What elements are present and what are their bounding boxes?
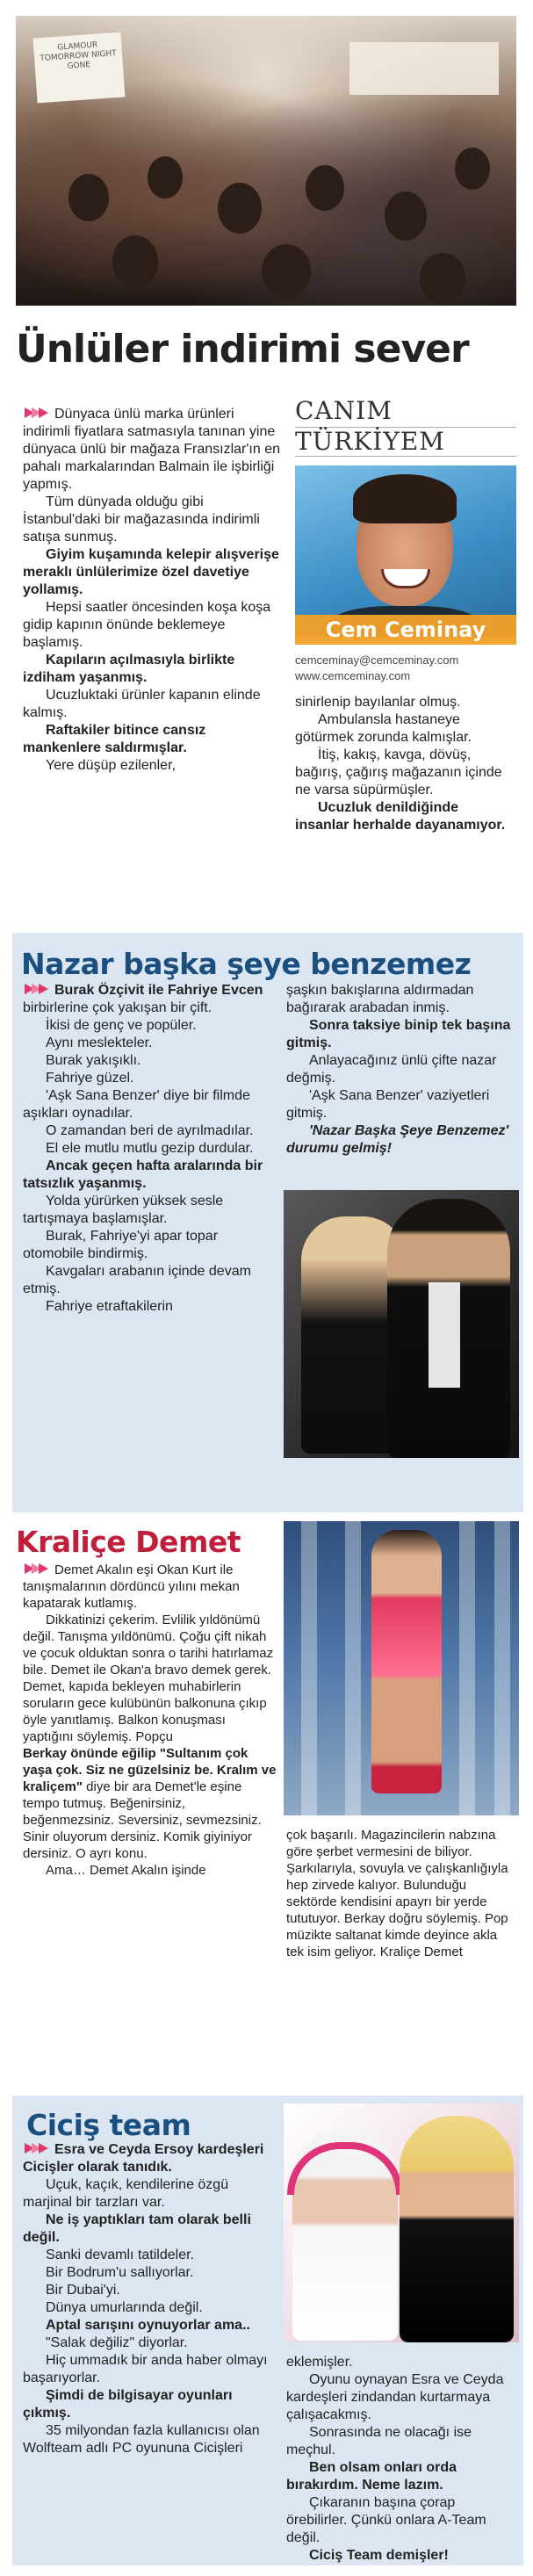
paragraph <box>23 1017 277 1035</box>
paragraph-fragment: Berkay önünde eğilip "Sultanım çok yaşa çok. Siz ne güzelsiniz be. Kralım ve kraliçem" <box>23 1746 277 1794</box>
paragraph-fragment: Anlayacağınız ünlü çifte nazar değmiş. <box>286 1053 497 1086</box>
section-nazar-column-left <box>23 982 277 1316</box>
crowd-person <box>218 183 262 234</box>
paragraph-fragment: Dünya umurlarında değil. <box>46 2300 203 2315</box>
crowd-person <box>420 253 465 304</box>
crowd-person <box>385 191 427 241</box>
columnist-website[interactable]: www.cemceminay.com <box>295 669 411 682</box>
paragraph-fragment: Aptal sarışını oynuyorlar ama.. <box>46 2318 250 2333</box>
paragraph <box>295 799 515 834</box>
paragraph <box>23 2282 277 2299</box>
paragraph-fragment: 'Aşk Sana Benzer' diye bir filmde aşıkları oynadılar. <box>23 1088 250 1121</box>
paragraph-fragment: şaşkın bakışlarına aldırmadan bağırarak arabadan inmiş. <box>286 983 474 1015</box>
paragraph-fragment: Ne iş yaptıkları tam olarak belli değil. <box>23 2212 251 2245</box>
paragraph-fragment: Şimdi de bilgisayar oyunları çıkmış. <box>23 2388 233 2421</box>
paragraph <box>23 652 282 687</box>
crowd-person <box>148 156 183 198</box>
photo-stripe <box>494 1521 510 1815</box>
paragraph-fragment: El ele mutlu mutlu gezip durdular. <box>46 1141 254 1156</box>
crowd-person <box>306 165 344 211</box>
paragraph <box>286 2424 516 2459</box>
paragraph <box>23 1612 277 1745</box>
crowd-person <box>68 174 109 221</box>
section-demet-column-right <box>286 1827 516 1960</box>
crowd-person <box>262 244 311 299</box>
paragraph-fragment: Kavgaları arabanın içinde devam etmiş. <box>23 1264 251 1296</box>
paragraph <box>23 494 282 546</box>
paragraph-fragment: sinirlenip bayılanlar olmuş. <box>295 695 461 710</box>
columnist-portrait <box>295 465 516 637</box>
paragraph <box>23 1122 277 1140</box>
crowd-person <box>455 148 490 190</box>
paragraph-fragment: Sanki devamlı tatildeler. <box>46 2248 194 2262</box>
store-sign: GLAMOUR TOMORROW NIGHT GONE <box>33 32 126 104</box>
paragraph <box>286 2459 516 2494</box>
paragraph <box>23 406 282 494</box>
paragraph <box>23 2212 277 2247</box>
bullet-arrow-icon <box>23 1562 51 1575</box>
paragraph <box>23 1745 277 1862</box>
photo-singer <box>371 1530 442 1793</box>
paragraph <box>295 694 515 711</box>
photo-stripe <box>301 1521 317 1815</box>
paragraph <box>286 1122 516 1158</box>
columnist-email[interactable]: cemceminay@cemceminay.com <box>295 653 459 667</box>
paragraph <box>286 1827 516 1960</box>
paragraph-fragment: Ucuzluk denildiğinde insanlar herhalde dayanamıyor. <box>295 800 506 833</box>
paragraph <box>23 2299 277 2317</box>
paragraph-fragment: diye bir ara Demet'le eşine tempo tutmuş. Beğenirsiniz, beğenmezsiniz. Seversiniz, sevmezsiniz. Sinir oluyorum dersiniz. Komik giyiniyor dersiniz. O ayrı konu. <box>23 1779 262 1861</box>
section-nazar-column-right <box>286 982 516 1158</box>
paragraph <box>286 982 516 1017</box>
store-shelf <box>349 42 499 95</box>
paragraph <box>23 1070 277 1087</box>
paragraph <box>23 2247 277 2264</box>
paragraph <box>286 2354 516 2371</box>
paragraph <box>23 757 282 775</box>
singer-photo <box>284 1521 519 1815</box>
main-headline: Ünlüler indirimi sever <box>16 327 469 372</box>
paragraph <box>23 1298 277 1316</box>
bullet-arrow-icon <box>23 407 51 419</box>
column-brand-line2: TÜRKİYEM <box>295 427 516 457</box>
paragraph-fragment: Dikkatinizi çekerim. Evlilik yıldönümü değil. Tanışma yıldönümü. Çoğu çift nikah ve çocuk olduktan sonra o tarihi hatırlamaz bile. Demet ile Okan'a bravo demek gerek. Demet, kapıda bekleyen muhabirlerin soruların gece kulübünün balkonuna çıkıp öyle yanıtlamış. Balkon konuşması yaptığını söylemiş. Popçu <box>23 1613 274 1744</box>
paragraph <box>23 1193 277 1228</box>
column-brand-line1: CANIM <box>295 396 393 425</box>
paragraph-fragment: birbirlerine çok yakışan bir çift. <box>23 1000 212 1015</box>
paragraph-fragment: Sonra taksiye binip tek başına gitmiş. <box>286 1018 511 1050</box>
paragraph <box>23 599 282 652</box>
photo-stripe <box>345 1521 361 1815</box>
paragraph-fragment: Dünyaca ünlü marka ürünleri indirimli fiyatlara satmasıyla tanınan yine dünyaca ünlü bir mağaza Fransızlar'ın en pahalı markalarından Balmain ile işbirliği yapmış. <box>23 407 280 492</box>
paragraph <box>23 1035 277 1052</box>
paragraph-fragment: Ciciş Team demişler! <box>309 2548 449 2563</box>
paragraph-fragment: Oyunu oynayan Esra ve Ceyda kardeşleri zindandan kurtarmaya çalışacakmış. <box>286 2372 504 2422</box>
paragraph-fragment: çok başarılı. Magazincilerin nabzına göre şerbet vermesini de biliyor. Şarkılarıyla, sovuyla ve çalışkanlığıyla hep zirvede kalıyor. Bulunduğu sektörde kendisini apayrı bir yerde tututuyor. Berkay doğru söylemiş. Pop müzikte saltanat kimde deyince akla tek isim geliyor. Kraliçe Demet <box>286 1828 508 1959</box>
paragraph-fragment: Raftakiler bitince cansız mankenlere saldırmışlar. <box>23 723 206 755</box>
paragraph-fragment: Bir Dubai'yi. <box>46 2283 120 2298</box>
paragraph <box>23 2141 277 2176</box>
paragraph-fragment: Burak yakışıklı. <box>46 1053 141 1068</box>
paragraph <box>23 2317 277 2334</box>
paragraph-fragment: Giyim kuşamında kelepir alışverişe meraklı ünlülerimize özel davetiye yollamış. <box>23 547 279 597</box>
paragraph-fragment: Fahriye etraftakilerin <box>46 1299 173 1314</box>
paragraph-fragment: eklemişler. <box>286 2355 353 2370</box>
paragraph <box>23 1087 277 1122</box>
paragraph <box>23 1158 277 1193</box>
crowd-photo <box>16 16 516 306</box>
paragraph-fragment: Hiç ummadık bir anda haber olmayı başarıyorlar. <box>23 2353 268 2385</box>
paragraph <box>23 2176 277 2212</box>
article-column-right <box>295 694 515 834</box>
paragraph <box>23 722 282 757</box>
paragraph-fragment: Aynı meslekteler. <box>46 1035 153 1050</box>
paragraph <box>23 1562 277 1612</box>
paragraph-fragment: 35 milyondan fazla kullanıcısı olan Wolfteam adlı PC oyununa Cicişleri <box>23 2423 260 2456</box>
paragraph <box>23 546 282 599</box>
paragraph <box>286 1087 516 1122</box>
bullet-arrow-icon <box>23 983 51 995</box>
paragraph-fragment: Yolda yürürken yüksek sesle tartışmaya başlamışlar. <box>23 1194 224 1226</box>
paragraph-fragment: Ancak geçen hafta aralarında bir tatsızlık yaşanmış. <box>23 1158 263 1191</box>
paragraph-fragment: Tüm dünyada olduğu gibi İstanbul'daki bir mağazasında indirimli satışa sunmuş. <box>23 494 260 545</box>
paragraph <box>286 1017 516 1052</box>
paragraph-fragment: "Salak değiliz" diyorlar. <box>46 2335 188 2350</box>
paragraph <box>23 2264 277 2282</box>
paragraph-fragment: Ucuzluktaki ürünler kapanın elinde kalmış. <box>23 688 261 720</box>
paragraph <box>23 1862 277 1879</box>
portrait-hair <box>353 474 457 523</box>
section-cicis-column-right <box>286 2354 516 2565</box>
paragraph <box>23 1263 277 1298</box>
paragraph-fragment: Uçuk, kaçık, kendilerine özgü marjinal bir tarzları var. <box>23 2177 229 2210</box>
paragraph <box>23 2352 277 2387</box>
paragraph-fragment: Çıkaranın başına çorap örebilirler. Çünkü onlara A-Team değil. <box>286 2495 486 2545</box>
crowd-person <box>112 235 158 288</box>
paragraph <box>23 1052 277 1070</box>
article-column-left <box>23 406 282 775</box>
section-cicis-column-left <box>23 2141 277 2457</box>
paragraph-fragment: Burak Özçivit ile Fahriye Evcen <box>54 983 263 998</box>
paragraph-fragment: 'Aşk Sana Benzer' vaziyetleri gitmiş. <box>286 1088 490 1121</box>
paragraph <box>23 2334 277 2352</box>
paragraph <box>23 2422 277 2457</box>
bullet-arrow-icon <box>23 2142 51 2154</box>
paragraph <box>23 2387 277 2422</box>
paragraph-fragment: Ambulansla hastaneye götürmek zorunda kalmışlar. <box>295 712 472 745</box>
paragraph-fragment: 'Nazar Başka Şeye Benzemez' durumu gelmiş! <box>286 1123 509 1156</box>
paragraph-fragment: İtiş, kakış, kavga, dövüş, bağırış, çağırış mağazanın içinde ne varsa süpürmüşler. <box>295 747 502 797</box>
paragraph-fragment: Burak, Fahriye'yi apar topar otomobile bindirmiş. <box>23 1229 219 1261</box>
paragraph-fragment: Ben olsam onları orda bırakırdım. Neme lazım. <box>286 2460 457 2493</box>
paragraph-fragment: Ama… Demet Akalın işinde <box>46 1863 206 1878</box>
photo-shirt <box>429 1282 460 1388</box>
paragraph <box>286 2371 516 2424</box>
paragraph-fragment: İkisi de genç ve popüler. <box>46 1018 197 1033</box>
section-demet-column-left <box>23 1562 277 1879</box>
paragraph <box>286 2494 516 2547</box>
paragraph <box>23 1140 277 1158</box>
paragraph-fragment: O zamandan beri de ayrılmadılar. <box>46 1123 254 1138</box>
paragraph-fragment: Sonrasında ne olacağı ise meçhul. <box>286 2425 472 2457</box>
paragraph-fragment: Kapıların açılmasıyla birlikte izdiham yaşanmış. <box>23 653 235 685</box>
paragraph <box>295 747 515 799</box>
photo-stripe <box>459 1521 475 1815</box>
paragraph-fragment: Bir Bodrum'u sallıyorlar. <box>46 2265 194 2280</box>
paragraph-fragment: Fahriye güzel. <box>46 1071 134 1086</box>
paragraph <box>23 1228 277 1263</box>
section-title: Ciciş team <box>26 2108 191 2142</box>
paragraph-fragment: Yere düşüp ezilenler, <box>46 758 176 773</box>
photo-sister-2 <box>400 2116 514 2342</box>
columnist-name: Cem Ceminay <box>295 615 516 645</box>
paragraph <box>23 982 277 1017</box>
columnist-box <box>295 397 516 687</box>
section-title: Kraliçe Demet <box>16 1525 241 1559</box>
paragraph <box>23 687 282 722</box>
sisters-photo <box>284 2103 519 2342</box>
paragraph <box>286 2547 516 2565</box>
paragraph-fragment: Hepsi saatler öncesinden koşa koşa gidip kapının önünde beklemeye başlamış. <box>23 600 271 650</box>
section-title: Nazar başka şeye benzemez <box>21 947 472 981</box>
paragraph-fragment: Esra ve Ceyda Ersoy kardeşleri Cicişler olarak tanıdık. <box>23 2142 264 2175</box>
paragraph <box>295 711 515 747</box>
paragraph <box>286 1052 516 1087</box>
paragraph-fragment: Demet Akalın eşi Okan Kurt ile tanışmalarının dördüncü yılını mekan kapatarak kutlamış. <box>23 1562 240 1611</box>
couple-photo <box>284 1190 519 1458</box>
